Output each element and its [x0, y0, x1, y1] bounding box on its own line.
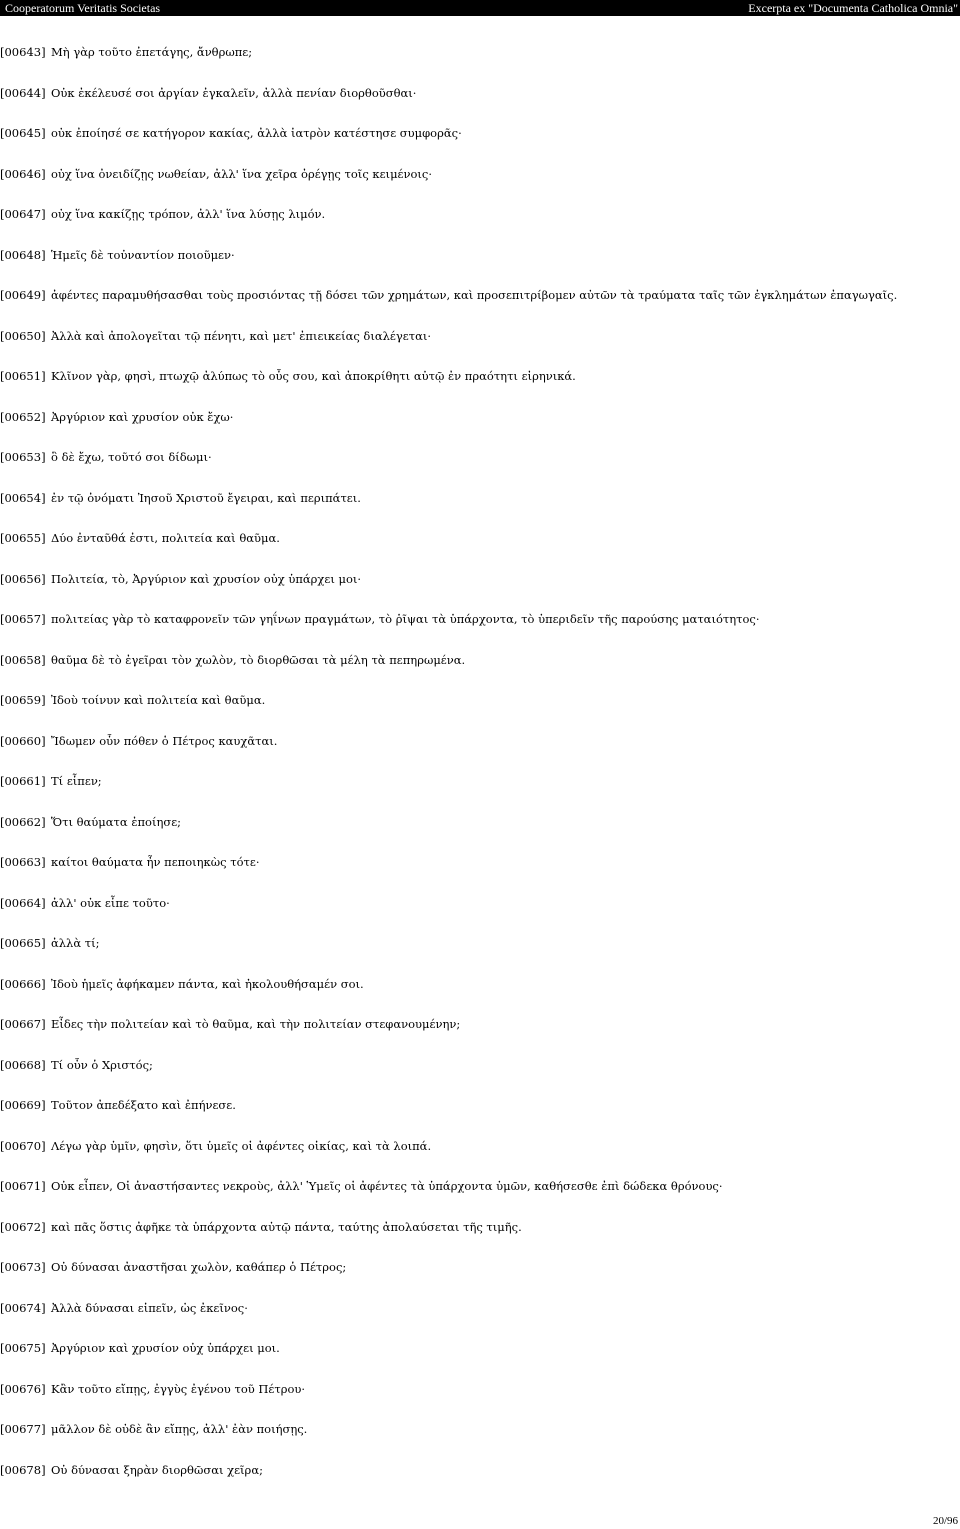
- line-text: Οὐκ εἶπεν, Οἱ ἀναστήσαντες νεκροὺς, ἀλλ' Ὑμεῖς οἱ ἀφέντες τὰ ὑπάρχοντα ὑμῶν, καθήσεσθε ἐπὶ δώδεκα θρόνους·: [51, 1179, 723, 1193]
- text-line: [0, 977, 960, 1018]
- line-text: θαῦμα δὲ τὸ ἐγεῖραι τὸν χωλὸν, τὸ διορθῶσαι τὰ μέλη τὰ πεπηρωμένα.: [51, 652, 466, 667]
- line-text: Ἰδοὺ ἡμεῖς ἀφήκαμεν πάντα, καὶ ἠκολουθήσαμέν σοι.: [51, 976, 364, 991]
- line-number: [00674]: [0, 1300, 46, 1315]
- line-text: Λέγω γὰρ ὑμῖν, φησὶν, ὅτι ὑμεῖς οἱ ἀφέντες οἰκίας, καὶ τὰ λοιπά.: [51, 1138, 432, 1153]
- text-line: [0, 410, 960, 451]
- header-right-title: Excerpta ex "Documenta Catholica Omnia": [748, 1, 958, 15]
- text-line: [0, 815, 960, 856]
- line-text: καίτοι θαύματα ἦν πεποιηκὼς τότε·: [51, 855, 260, 869]
- text-line: [0, 288, 960, 329]
- line-number: [00667]: [0, 1017, 46, 1031]
- line-number: [00654]: [0, 490, 46, 505]
- line-text: Εἶδες τὴν πολιτείαν καὶ τὸ θαῦμα, καὶ τὴν πολιτείαν στεφανουμένην;: [51, 1017, 461, 1031]
- line-number: [00659]: [0, 693, 46, 707]
- header-bar: [0, 0, 960, 16]
- line-number: [00664]: [0, 895, 46, 910]
- text-line: [0, 1179, 960, 1220]
- line-number: [00655]: [0, 531, 46, 545]
- line-number: [00657]: [0, 612, 46, 626]
- line-number: [00673]: [0, 1260, 46, 1274]
- text-line: [0, 734, 960, 775]
- text-line: [0, 1341, 960, 1382]
- line-number: [00670]: [0, 1138, 46, 1153]
- line-text: Οὐ δύνασαι ἀναστῆσαι χωλὸν, καθάπερ ὁ Πέτρος;: [51, 1260, 347, 1274]
- line-text: Οὐκ ἐκέλευσέ σοι ἀργίαν ἐγκαλεῖν, ἀλλὰ πενίαν διορθοῦσθαι·: [51, 85, 417, 100]
- line-number: [00650]: [0, 328, 46, 343]
- text-line: [0, 450, 960, 491]
- line-text: Πολιτεία, τὸ, Ἀργύριον καὶ χρυσίον οὐχ ὑπάρχει μοι·: [51, 571, 362, 586]
- line-text: Τοῦτον ἀπεδέξατο καὶ ἐπήνεσε.: [51, 1098, 236, 1112]
- line-number: [00676]: [0, 1381, 46, 1396]
- text-line: [0, 693, 960, 734]
- line-number: [00678]: [0, 1462, 46, 1477]
- text-line: [0, 1220, 960, 1261]
- line-text: πολιτείας γὰρ τὸ καταφρονεῖν τῶν γηΐνων πραγμάτων, τὸ ῥῖψαι τὰ ὑπάρχοντα, τὸ ὑπεριδεῖν τῆς παρούσης ματαιότητος·: [51, 612, 760, 626]
- line-text: Ἴδωμεν οὖν πόθεν ὁ Πέτρος καυχᾶται.: [51, 733, 278, 748]
- page-number: 20/96: [932, 1515, 958, 1527]
- text-line: [0, 491, 960, 532]
- line-number: [00643]: [0, 45, 46, 59]
- line-text: Κλῖνον γὰρ, φησὶ, πτωχῷ ἀλύπως τὸ οὖς σου, καὶ ἀποκρίθητι αὐτῷ ἐν πραότητι εἰρηνικά.: [51, 369, 576, 383]
- text-line: [0, 1098, 960, 1139]
- text-line: [0, 369, 960, 410]
- text-line: [0, 126, 960, 167]
- text-line: [0, 936, 960, 977]
- line-text: Ἀλλὰ δύνασαι εἰπεῖν, ὡς ἐκεῖνος·: [51, 1300, 248, 1315]
- line-text: ἀλλὰ τί;: [51, 936, 100, 950]
- line-number: [00649]: [0, 288, 46, 302]
- line-number: [00665]: [0, 936, 46, 950]
- line-number: [00663]: [0, 855, 46, 869]
- line-number: [00658]: [0, 652, 46, 667]
- line-text: Τί οὖν ὁ Χριστός;: [51, 1057, 153, 1072]
- line-number: [00672]: [0, 1219, 46, 1234]
- text-lines: [0, 45, 960, 1503]
- line-number: [00660]: [0, 733, 46, 748]
- line-number: [00646]: [0, 166, 46, 181]
- line-number: [00661]: [0, 774, 46, 788]
- line-text: ἐν τῷ ὀνόματι Ἰησοῦ Χριστοῦ ἔγειραι, καὶ περιπάτει.: [51, 490, 361, 505]
- text-line: [0, 855, 960, 896]
- text-line: [0, 1139, 960, 1180]
- text-line: [0, 572, 960, 613]
- line-text: Ὅτι θαύματα ἐποίησε;: [51, 814, 182, 829]
- text-line: [0, 1058, 960, 1099]
- text-line: [0, 531, 960, 572]
- text-line: [0, 653, 960, 694]
- line-number: [00671]: [0, 1179, 46, 1193]
- line-number: [00653]: [0, 450, 46, 464]
- text-line: [0, 207, 960, 248]
- line-number: [00651]: [0, 369, 46, 383]
- text-line: [0, 612, 960, 653]
- line-number: [00675]: [0, 1341, 46, 1355]
- line-number: [00668]: [0, 1057, 46, 1072]
- line-number: [00644]: [0, 85, 46, 100]
- text-line: [0, 1301, 960, 1342]
- text-line: [0, 1017, 960, 1058]
- line-text: Ἡμεῖς δὲ τοὐναντίον ποιοῦμεν·: [51, 247, 235, 262]
- text-line: [0, 774, 960, 815]
- text-line: [0, 167, 960, 208]
- line-text: Ἀλλὰ καὶ ἀπολογεῖται τῷ πένητι, καὶ μετ' ἐπιεικείας διαλέγεται·: [51, 328, 432, 343]
- text-line: [0, 1463, 960, 1504]
- line-number: [00662]: [0, 814, 46, 829]
- line-text: ἀφέντες παραμυθήσασθαι τοὺς προσιόντας τῇ δόσει τῶν χρημάτων, καὶ προσεπιτρίβομεν αὐτῶν τὰ τραύματα ταῖς τῶν ἐγκλημάτων ἐπαγωγαῖς.: [51, 288, 898, 302]
- text-line: [0, 896, 960, 937]
- line-text: οὐκ ἐποίησέ σε κατήγορον κακίας, ἀλλὰ ἰατρὸν κατέστησε συμφορᾶς·: [51, 126, 462, 140]
- text-line: [0, 329, 960, 370]
- line-text: οὐχ ἵνα κακίζῃς τρόπον, ἀλλ' ἵνα λύσῃς λιμόν.: [51, 207, 326, 221]
- line-number: [00645]: [0, 126, 46, 140]
- line-text: Δύο ἐνταῦθά ἐστι, πολιτεία καὶ θαῦμα.: [51, 531, 280, 545]
- line-text: Ἀργύριον καὶ χρυσίον οὐκ ἔχω·: [51, 409, 234, 424]
- line-number: [00648]: [0, 247, 46, 262]
- line-text: Τί εἶπεν;: [51, 774, 102, 788]
- line-text: μᾶλλον δὲ οὐδὲ ἂν εἴπῃς, ἀλλ' ἐὰν ποιήσῃς.: [51, 1422, 308, 1436]
- line-number: [00669]: [0, 1098, 46, 1112]
- line-text: ὃ δὲ ἔχω, τοῦτό σοι δίδωμι·: [51, 450, 212, 464]
- text-line: [0, 1422, 960, 1463]
- line-text: καὶ πᾶς ὅστις ἀφῆκε τὰ ὑπάρχοντα αὐτῷ πάντα, ταύτης ἀπολαύσεται τῆς τιμῆς.: [51, 1219, 522, 1234]
- line-number: [00652]: [0, 409, 46, 424]
- header-left-title: Cooperatorum Veritatis Societas: [5, 1, 161, 15]
- line-text: Ἰδοὺ τοίνυν καὶ πολιτεία καὶ θαῦμα.: [51, 693, 266, 707]
- text-line: [0, 45, 960, 86]
- line-text: Οὐ δύνασαι ξηρὰν διορθῶσαι χεῖρα;: [51, 1462, 263, 1477]
- text-line: [0, 1260, 960, 1301]
- text-line: [0, 86, 960, 127]
- line-number: [00666]: [0, 976, 46, 991]
- line-number: [00647]: [0, 207, 46, 221]
- line-number: [00677]: [0, 1422, 46, 1436]
- line-text: Ἀργύριον καὶ χρυσίον οὐχ ὑπάρχει μοι.: [51, 1341, 280, 1355]
- line-number: [00656]: [0, 571, 46, 586]
- text-line: [0, 248, 960, 289]
- line-text: ἀλλ' οὐκ εἶπε τοῦτο·: [51, 895, 170, 910]
- line-text: οὐχ ἵνα ὀνειδίζῃς νωθείαν, ἀλλ' ἵνα χεῖρα ὀρέγῃς τοῖς κειμένοις·: [51, 166, 433, 181]
- line-text: Μὴ γὰρ τοῦτο ἐπετάγης, ἄνθρωπε;: [51, 45, 253, 59]
- text-line: [0, 1382, 960, 1423]
- line-text: Κἂν τοῦτο εἴπῃς, ἐγγὺς ἐγένου τοῦ Πέτρου·: [51, 1381, 306, 1396]
